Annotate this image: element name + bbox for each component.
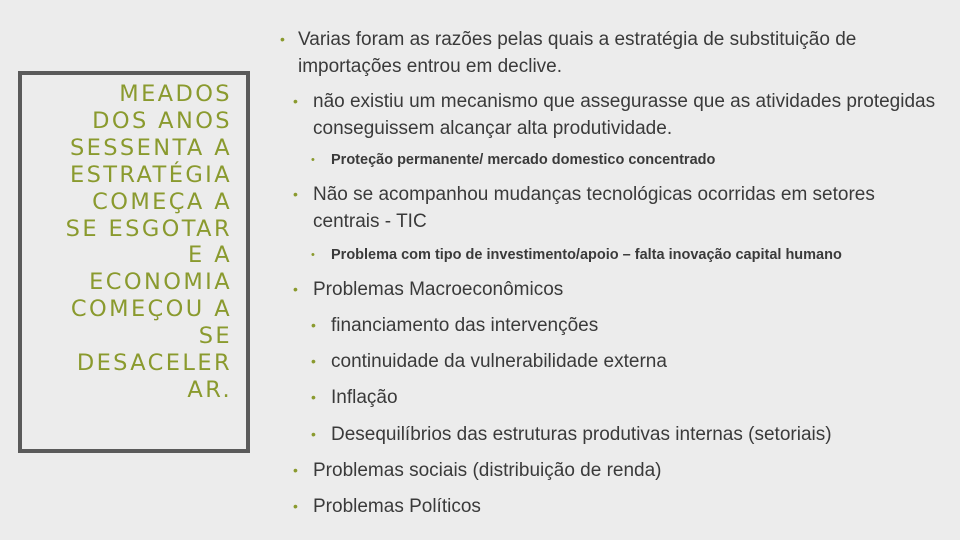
bullet-reason-1-sub [311,150,951,170]
bullet-marker: • [311,317,316,333]
bullet-text: Problemas Políticos [313,496,481,517]
bullet-reason-1 [293,88,943,142]
bullet-reason-4 [293,457,943,484]
bullet-marker: • [293,498,298,514]
bullet-marker: • [280,31,285,47]
bullet-reason-3-item [311,312,951,339]
bullet-text: Não se acompanhou mudanças tecnológicas ocorridas em setores centrais - TIC [313,184,875,232]
bullet-text: Varias foram as razões pelas quais a estratégia de substituição de importações entrou em declive. [298,29,857,77]
bullet-marker: • [311,389,316,405]
bullet-text: Problemas Macroeconômicos [313,279,564,300]
bullet-marker: • [293,281,298,297]
bullet-reason-2-sub [311,245,951,265]
bullet-text: Desequilíbrios das estruturas produtivas internas (setoriais) [331,424,832,445]
bullet-text: continuidade da vulnerabilidade externa [331,351,667,372]
bullet-marker: • [293,186,298,202]
bullet-intro [280,26,940,80]
bullet-reason-3-item [311,421,951,448]
bullet-text: Proteção permanente/ mercado domestico concentrado [331,152,716,168]
bullet-reason-3-item [311,384,951,411]
bullet-marker: • [311,249,315,261]
bullet-marker: • [311,426,316,442]
bullet-text: Inflação [331,387,398,408]
bullet-marker: • [293,93,298,109]
bullet-text: não existiu um mecanismo que assegurasse que as atividades protegidas conseguissem alcançar alta produtividade. [313,91,936,139]
bullet-reason-3-item [311,348,951,375]
slide-title: MEADOS DOS ANOS SESSENTA A ESTRATÉGIA COMEÇA A SE ESGOTAR E A ECONOMIA COMEÇOU A SE DESACELER AR. [65,81,232,403]
bullet-reason-3 [293,276,943,303]
bullet-reason-5 [293,493,943,520]
bullet-text: financiamento das intervenções [331,315,599,336]
bullet-marker: • [311,154,315,166]
bullet-reason-2 [293,181,943,235]
bullet-text: Problemas sociais (distribuição de renda) [313,460,662,481]
bullet-text: Problema com tipo de investimento/apoio – falta inovação capital humano [331,247,842,263]
bullet-marker: • [311,353,316,369]
bullet-marker: • [293,462,298,478]
